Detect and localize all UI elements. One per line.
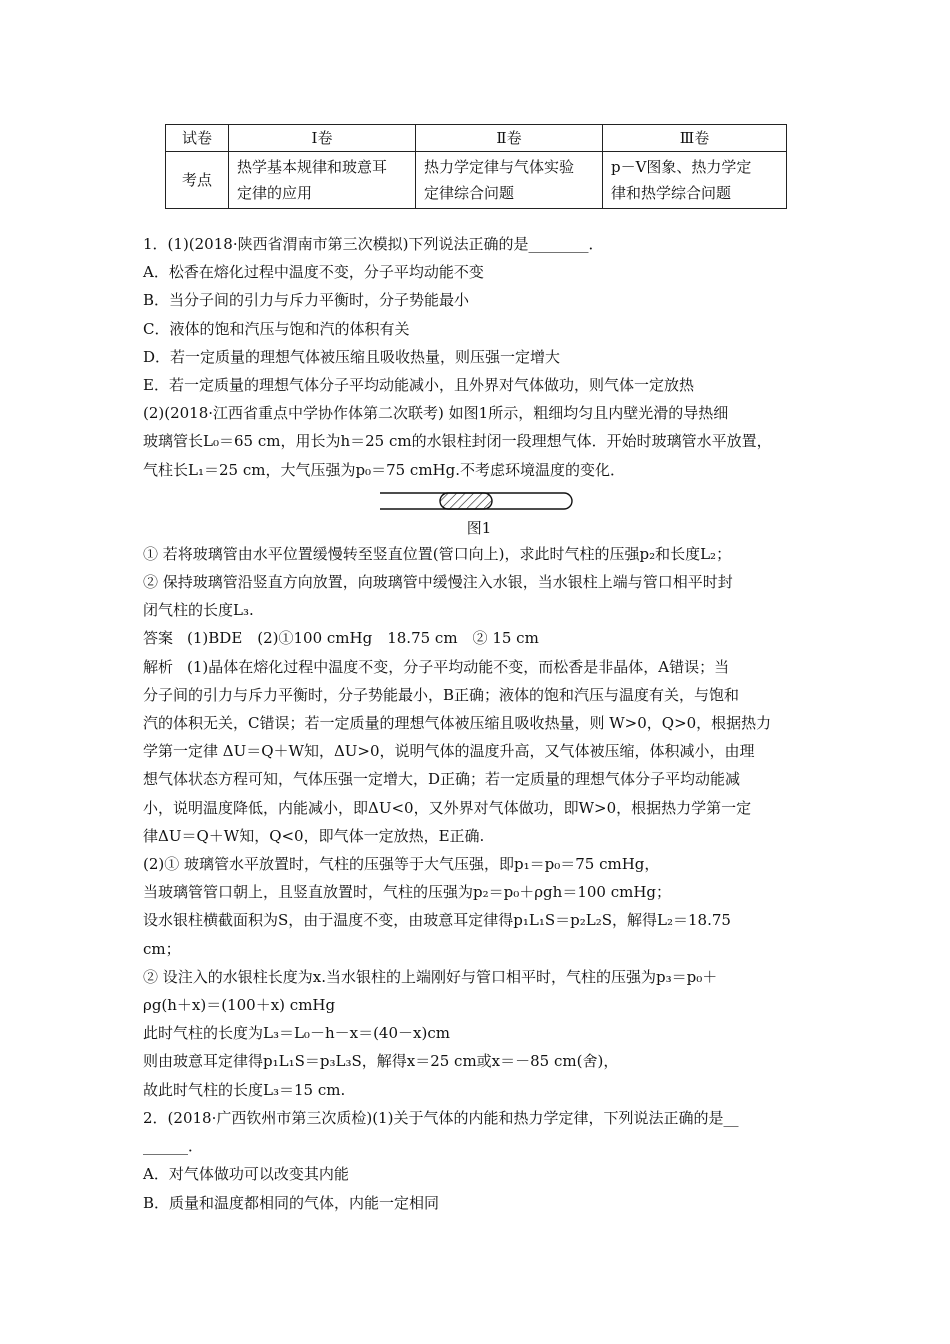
table-cell-line: 热学基本规律和玻意耳	[237, 158, 388, 176]
analysis-line: cm；	[143, 939, 181, 958]
table-cell-line: p－V图象、热力学定	[611, 158, 752, 176]
option-a: A．对气体做功可以改变其内能	[143, 1165, 349, 1184]
question-1-part-2: 气柱长L₁＝25 cm，大气压强为p₀＝75 cmHg.不考虑环境温度的变化．	[143, 460, 626, 479]
table-cell-line: 定律综合问题	[424, 184, 515, 202]
exam-topic-table	[165, 124, 787, 209]
sub-question: 闭气柱的长度L₃.	[143, 601, 254, 620]
sub-question: ① 若将玻璃管由水平位置缓慢转至竖直位置(管口向上)，求此时气柱的压强p₂和长度L₂；	[143, 544, 732, 563]
table-header-cell: Ⅲ卷	[603, 125, 787, 152]
analysis-line: 分子间的引力与斥力平衡时，分子势能最小，B正确；液体的饱和汽压与温度有关，与饱和	[143, 685, 740, 704]
analysis-line: (2)① 玻璃管水平放置时，气柱的压强等于大气压强，即p₁＝p₀＝75 cmHg，	[143, 855, 660, 874]
answer-line	[143, 624, 815, 652]
question-1-part-2: (2)(2018·江西省重点中学协作体第二次联考) 如图1所示，粗细均匀且内壁光滑的导热细	[143, 404, 729, 423]
answer-text: (1)BDE (2)①100 cmHg 18.75 cm ② 15 cm	[187, 629, 539, 648]
glass-tube-figure	[143, 484, 815, 514]
option-b: B．质量和温度都相同的气体，内能一定相同	[143, 1193, 440, 1212]
analysis-line: 此时气柱的长度为L₃＝L₀－h－x＝(40－x)cm	[143, 1024, 450, 1043]
analysis-line	[143, 653, 815, 681]
analysis-line: ρg(h＋x)＝(100＋x) cmHg	[143, 996, 336, 1015]
figure-caption: 图1	[466, 518, 492, 537]
table-cell-line: 定律的应用	[237, 184, 313, 202]
analysis-line: 想气体状态方程可知，气体压强一定增大，D正确；若一定质量的理想气体分子平均动能减	[143, 770, 741, 789]
analysis-line: 学第一定律 ΔU＝Q＋W知，ΔU>0，说明气体的温度升高，又气体被压缩，体积减小，由理	[143, 742, 755, 761]
analysis-label: 解析	[143, 657, 174, 676]
mercury-column	[440, 493, 492, 509]
analysis-line: 则由玻意耳定律得p₁L₁S＝p₃L₃S，解得x＝25 cm或x＝－85 cm(舍)，	[143, 1052, 619, 1071]
question-2-stem: 2．(2018·广西钦州市第三次质检)(1)关于气体的内能和热力学定律，下列说法正确的是__	[143, 1108, 739, 1127]
table-header-cell: Ⅱ卷	[416, 125, 603, 152]
analysis-line: ② 设注入的水银柱长度为x.当水银柱的上端刚好与管口相平时，气柱的压强为p₃＝p₀＋	[143, 967, 718, 986]
document-body	[143, 230, 815, 1217]
answer-label: 答案	[143, 629, 174, 648]
question-1-stem: 1．(1)(2018·陕西省渭南市第三次模拟)下列说法正确的是________．	[143, 235, 604, 253]
option-a: A．松香在熔化过程中温度不变，分子平均动能不变	[143, 263, 484, 282]
table-header-row	[166, 125, 787, 152]
sub-question: ② 保持玻璃管沿竖直方向放置，向玻璃管中缓慢注入水银，当水银柱上端与管口相平时封	[143, 573, 733, 592]
analysis-line: 律ΔU＝Q＋W知，Q<0，即气体一定放热，E正确.	[143, 826, 485, 845]
analysis-line: 汽的体积无关，C错误；若一定质量的理想气体被压缩且吸收热量，则 W>0，Q>0，根据热力	[143, 714, 772, 733]
table-cell-line: 热力学定律与气体实验	[424, 158, 575, 176]
option-c: C．液体的饱和汽压与饱和汽的体积有关	[143, 319, 410, 338]
analysis-line: 小，说明温度降低，内能减小，即ΔU<0，又外界对气体做功，即W>0，根据热力学第一定	[143, 798, 752, 817]
option-e: E．若一定质量的理想气体分子平均动能减小，且外界对气体做功，则气体一定放热	[143, 376, 694, 395]
table-cell	[229, 152, 416, 209]
analysis-line: 设水银柱横截面积为S，由于温度不变，由玻意耳定律得p₁L₁S＝p₂L₂S，解得L₂＝18.75	[143, 911, 731, 930]
table-row-label: 考点	[166, 152, 229, 209]
table-cell-line: 律和热学综合问题	[611, 184, 732, 202]
analysis-line: 当玻璃管管口朝上，且竖直放置时，气柱的压强为p₂＝p₀＋ρgh＝100 cmHg；	[143, 883, 672, 902]
table-cell	[416, 152, 603, 209]
question-1-part-2: 玻璃管长L₀＝65 cm，用长为h＝25 cm的水银柱封闭一段理想气体．开始时玻璃管水平放置，	[143, 432, 772, 451]
table-row	[166, 152, 787, 209]
table-header-cell: 试卷	[166, 125, 229, 152]
table-cell	[603, 152, 787, 209]
analysis-text: (1)晶体在熔化过程中温度不变，分子平均动能不变，而松香是非晶体，A错误；当	[187, 657, 730, 676]
analysis-line: 故此时气柱的长度L₃＝15 cm.	[143, 1080, 346, 1099]
option-b: B．当分子间的引力与斥力平衡时，分子势能最小	[143, 291, 470, 310]
glass-tube-diagram	[143, 484, 815, 514]
table-header-cell: Ⅰ卷	[229, 125, 416, 152]
question-2-stem: ______．	[143, 1137, 204, 1156]
option-d: D．若一定质量的理想气体被压缩且吸收热量，则压强一定增大	[143, 347, 561, 366]
